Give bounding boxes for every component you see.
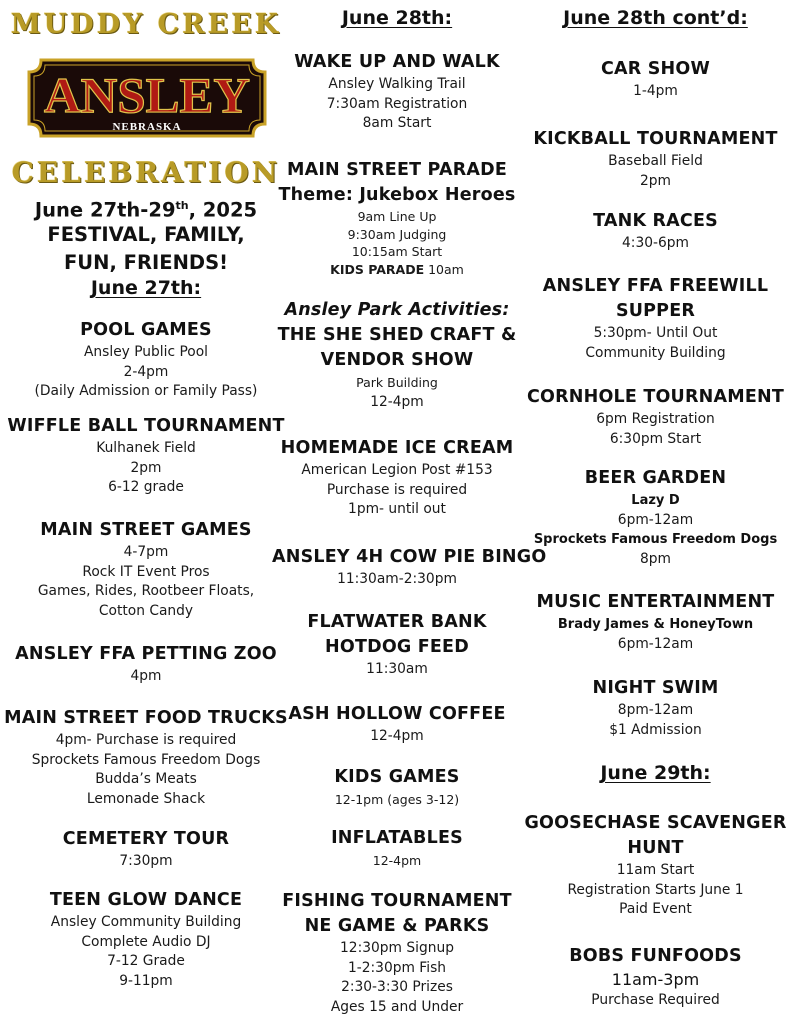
event-detail: Community Building [585,344,726,361]
event-detail: 12-4pm [372,853,422,868]
event-kickball-tournament [520,127,791,191]
event-title: WIFFLE BALL TOURNAMENT [7,416,285,436]
event-detail: 2pm [640,172,671,189]
event-detail: 8pm-12am [617,702,694,718]
event-detail: Games, Rides, Rootbeer Floats, [37,583,255,600]
event-detail: 8am Start [362,115,432,132]
event-title: CORNHOLE TOURNAMENT [526,387,784,407]
event-detail: 2:30-3:30 Prizes [341,979,453,996]
event-title: BOBS FUNFOODS [569,946,742,966]
event-detail: 7-12 Grade [107,953,185,970]
event-ash-hollow-coffee [272,702,522,747]
ansley-nebraska-logo [27,58,267,138]
event-detail: 1-2:30pm Fish [347,959,447,976]
event-detail: American Legion Post #153 [301,462,493,478]
event-detail: 6-12 grade [108,479,184,496]
event-title: FLATWATER BANK [307,612,487,632]
event-title: MAIN STREET PARADE [286,160,508,180]
event-hotdog-feed [272,610,522,680]
event-teen-glow-dance [0,888,292,991]
event-detail: 12-4pm [370,393,424,410]
event-detail: Ansley Walking Trail [328,76,466,92]
event-homemade-ice-cream [272,436,522,520]
festival-dates: June 27th-29th, 2025 [34,198,258,222]
event-detail: 11am Start [616,862,695,878]
event-title: SUPPER [615,301,696,321]
event-title: KICKBALL TOURNAMENT [533,129,778,149]
event-detail: $1 Admission [609,721,702,738]
event-detail: Ansley Community Building [50,914,242,930]
event-detail: Purchase is required [326,481,468,498]
event-detail: Rock IT Event Pros [82,563,210,580]
event-detail: Registration Starts June 1 [567,881,744,898]
event-time: 11am-3pm [611,970,700,989]
event-detail: Sprockets Famous Freedom Dogs [31,751,261,768]
tagline-line-1: FESTIVAL, FAMILY, [47,223,245,246]
event-main-street-parade [272,158,522,278]
event-title: HOTDOG FEED [325,637,469,657]
date-june-28-contd: June 28th cont’d: [563,7,748,29]
event-detail: 6pm Registration [596,411,715,427]
event-title: ANSLEY 4H COW PIE BINGO [272,547,547,567]
event-title: HUNT [627,838,684,858]
event-pool-games [0,318,292,402]
event-title: THE SHE SHED CRAFT & [277,325,517,345]
event-she-shed-craft-vendor-show [272,298,522,412]
kids-parade-line: KIDS PARADE 10am [330,261,464,277]
event-detail: 12:30pm Signup [340,940,454,956]
event-title: NIGHT SWIM [592,678,719,698]
event-detail: Purchase Required [591,992,720,1008]
event-detail: Paid Event [619,901,692,918]
event-fishing-tournament [272,889,522,1017]
event-detail: 6:30pm Start [609,430,702,447]
event-detail: 5:30pm- Until Out [593,325,718,341]
event-detail: Ages 15 and Under [330,998,464,1015]
event-title: HOMEMADE ICE CREAM [280,438,514,458]
event-detail: 7:30am Registration [326,95,468,112]
event-cornhole-tournament [520,385,791,449]
event-detail: Complete Audio DJ [81,933,211,950]
event-detail: Cotton Candy [98,602,194,619]
performer-name: Brady James & HoneyTown [557,617,754,632]
event-title: MUSIC ENTERTAINMENT [536,592,775,612]
event-title: POOL GAMES [80,320,212,340]
event-detail: Baseball Field [608,153,703,169]
event-night-swim [520,676,791,740]
event-detail: 9:30am Judging [347,226,447,242]
date-june-28: June 28th: [341,7,453,29]
muddy-creek-heading: MUDDY CREEK [10,9,282,40]
event-title: INFLATABLES [331,828,463,848]
event-detail: Ansley Public Pool [83,344,208,360]
event-detail: 2-4pm [123,363,169,380]
event-title: ANSLEY FFA PETTING ZOO [15,644,277,664]
event-wiffle-ball [0,414,292,498]
event-title: KIDS GAMES [334,767,460,787]
vendor-name: Sprockets Famous Freedom Dogs [533,532,778,548]
event-detail: Lemonade Shack [86,790,206,807]
event-detail: Kulhanek Field [96,440,196,456]
celebration-heading: CELEBRATION [11,156,281,189]
event-title: CEMETERY TOUR [62,829,230,849]
park-activities-label: Ansley Park Activities: [284,300,510,320]
event-wake-up-and-walk [272,50,522,134]
event-detail: 4pm- Purchase is required [55,732,237,748]
event-title: TEEN GLOW DANCE [49,890,243,910]
event-detail: 7:30pm [119,853,173,869]
date-june-27: June 27th: [90,277,202,299]
event-title: CAR SHOW [601,59,710,79]
event-ffa-freewill-supper [520,274,791,363]
logo-state: NEBRASKA [112,121,182,133]
event-inflatables [272,826,522,871]
event-title: MAIN STREET FOOD TRUCKS [4,708,288,728]
event-title: NE GAME & PARKS [304,916,490,936]
event-kids-games [272,765,522,810]
event-music-entertainment [520,590,791,654]
event-goosechase-scavenger-hunt [520,811,791,920]
event-detail: 2pm [130,459,162,476]
event-tank-races [520,209,791,254]
event-title: WAKE UP AND WALK [294,52,500,72]
event-cemetery-tour [0,827,292,872]
event-petting-zoo [0,642,292,687]
tagline-line-2: FUN, FRIENDS! [63,251,229,274]
event-title: VENDOR SHOW [320,350,474,370]
event-detail: 12-4pm [370,728,424,744]
event-detail: 1-4pm [633,83,678,99]
event-detail: 8pm [640,550,671,567]
logo-name: ANSLEY [44,67,250,123]
performer-name: Lazy D [631,493,680,508]
event-bobs-funfoods [520,944,791,1011]
event-detail: 4pm [130,668,162,684]
event-title: GOOSECHASE SCAVENGER [524,813,787,833]
event-detail: 11:30am-2:30pm [337,571,457,587]
event-detail: 9am Line Up [357,209,437,224]
date-june-29: June 29th: [600,762,711,784]
event-title: MAIN STREET GAMES [40,520,252,540]
event-detail: 9-11pm [119,972,173,989]
parade-theme: Theme: Jukebox Heroes [278,185,516,205]
event-detail: 1pm- until out [348,501,446,518]
event-detail: 6pm-12am [617,511,694,528]
event-detail: Park Building [356,375,438,390]
event-food-trucks [0,706,292,809]
event-detail: 4:30-6pm [622,235,689,251]
event-detail: 10:15am Start [351,244,443,259]
event-detail: 4-7pm [123,544,169,560]
event-title: FISHING TOURNAMENT [282,891,512,911]
event-cow-pie-bingo [272,545,547,590]
event-car-show [520,57,791,102]
event-title: ASH HOLLOW COFFEE [288,704,506,724]
event-detail: 6pm-12am [617,635,694,652]
event-title: BEER GARDEN [584,468,727,488]
event-detail: 11:30am [366,661,428,677]
event-main-street-games [0,518,292,621]
event-title: TANK RACES [593,211,718,231]
event-title: ANSLEY FFA FREEWILL [542,276,769,296]
event-detail: 12-1pm (ages 3-12) [334,792,460,807]
event-detail: Budda’s Meats [95,771,197,788]
event-beer-garden [520,466,791,569]
event-detail: (Daily Admission or Family Pass) [34,383,258,400]
